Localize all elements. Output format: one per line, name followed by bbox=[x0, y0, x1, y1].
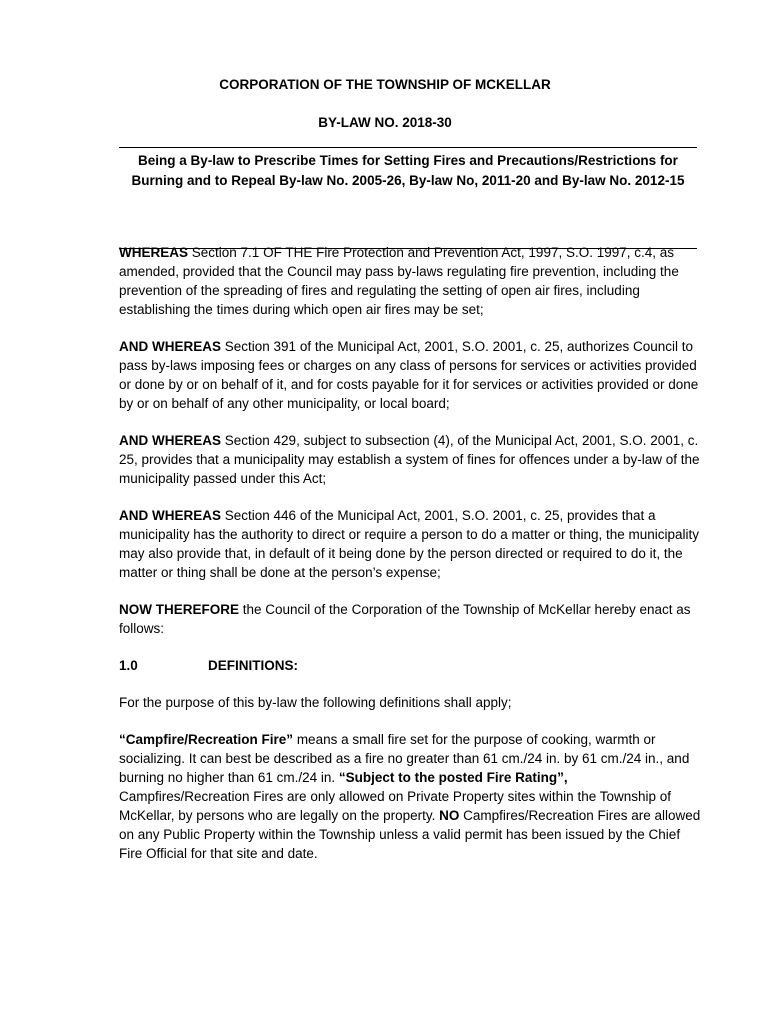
top-rule bbox=[119, 147, 697, 148]
bylaw-subtitle: Being a By-law to Prescribe Times for Setting Fires and Precautions/Restrictions for Burning and to Repeal By-law No. 2005-26, By-law No, 2011-20 and By-law No. 2012-15 bbox=[131, 153, 685, 188]
whereas-paragraph-2 bbox=[119, 337, 701, 413]
paragraph-text: Section 446 of the Municipal Act, 2001, S.O. 2001, c. 25, provides that a municipality has the authority to direct or require a person to do a matter or thing, the municipality may also provide that, in default of it being done by the person directed or required to do it, the matter or thing shall be done at the person’s expense; bbox=[119, 508, 700, 580]
paragraph-lead: AND WHEREAS bbox=[119, 433, 222, 448]
whereas-paragraph-4 bbox=[119, 506, 701, 582]
paragraph-text: the Council of the Corporation of the Township of McKellar hereby enact as follows: bbox=[119, 602, 691, 636]
fire-rating-note: “Subject to the posted Fire Rating”, bbox=[338, 770, 568, 785]
campfire-definition bbox=[119, 730, 701, 863]
paragraph-text: Section 391 of the Municipal Act, 2001, S.O. 2001, c. 25, authorizes Council to pass by-laws imposing fees or charges on any class of persons for services or activities provided or done by or on behalf of it, and for costs payable for it for services or activities provided or done by or on behalf of any other municipality, or local board; bbox=[119, 339, 699, 411]
paragraph-lead: WHEREAS bbox=[119, 245, 189, 260]
document-body bbox=[119, 243, 701, 881]
corporation-heading: CORPORATION OF THE TOWNSHIP OF MCKELLAR bbox=[219, 77, 551, 92]
paragraph-text: Section 429, subject to subsection (4), of the Municipal Act, 2001, S.O. 2001, c. 25, provides that a municipality may establish a system of fines for offences under a by-law of the municipality passed under this Act; bbox=[119, 433, 700, 486]
whereas-paragraph-3 bbox=[119, 431, 701, 488]
definition-text-2: Campfires/Recreation Fires are only allowed on Private Property sites within the Township of McKellar, by persons who are legally on the property. bbox=[119, 789, 672, 823]
paragraph-lead: AND WHEREAS bbox=[119, 508, 222, 523]
definitions-intro: For the purpose of this by-law the following definitions shall apply; bbox=[119, 695, 512, 710]
paragraph-lead: NOW THEREFORE bbox=[119, 602, 239, 617]
no-emphasis: NO bbox=[439, 808, 460, 823]
definition-text: means a small fire set for the purpose of cooking, warmth or socializing. It can best be described as a fire no greater than 61 cm./24 in. by 61 cm./24 in., and burning no higher than 61 cm./24 in. bbox=[119, 732, 690, 785]
section-heading bbox=[119, 656, 701, 675]
section-number: 1.0 bbox=[119, 658, 138, 673]
section-title: DEFINITIONS: bbox=[208, 658, 298, 673]
paragraph-lead: AND WHEREAS bbox=[119, 339, 222, 354]
definition-text-3: Campfires/Recreation Fires are allowed on any Public Property within the Township unless a valid permit has been issued by the Chief Fire Official for that site and date. bbox=[119, 808, 701, 861]
definition-term: “Campfire/Recreation Fire” bbox=[119, 732, 294, 747]
bylaw-number-heading: BY-LAW NO. 2018-30 bbox=[318, 115, 452, 130]
whereas-paragraph-1 bbox=[119, 243, 701, 319]
paragraph-text: Section 7.1 OF THE Fire Protection and Prevention Act, 1997, S.O. 1997, c.4, as amended, provided that the Council may pass by-laws regulating fire prevention, including the prevention of the spreading of fires and regulating the setting of open air fires, including establishing the times during which open air fires may be set; bbox=[119, 245, 679, 317]
now-therefore-paragraph bbox=[119, 600, 701, 638]
